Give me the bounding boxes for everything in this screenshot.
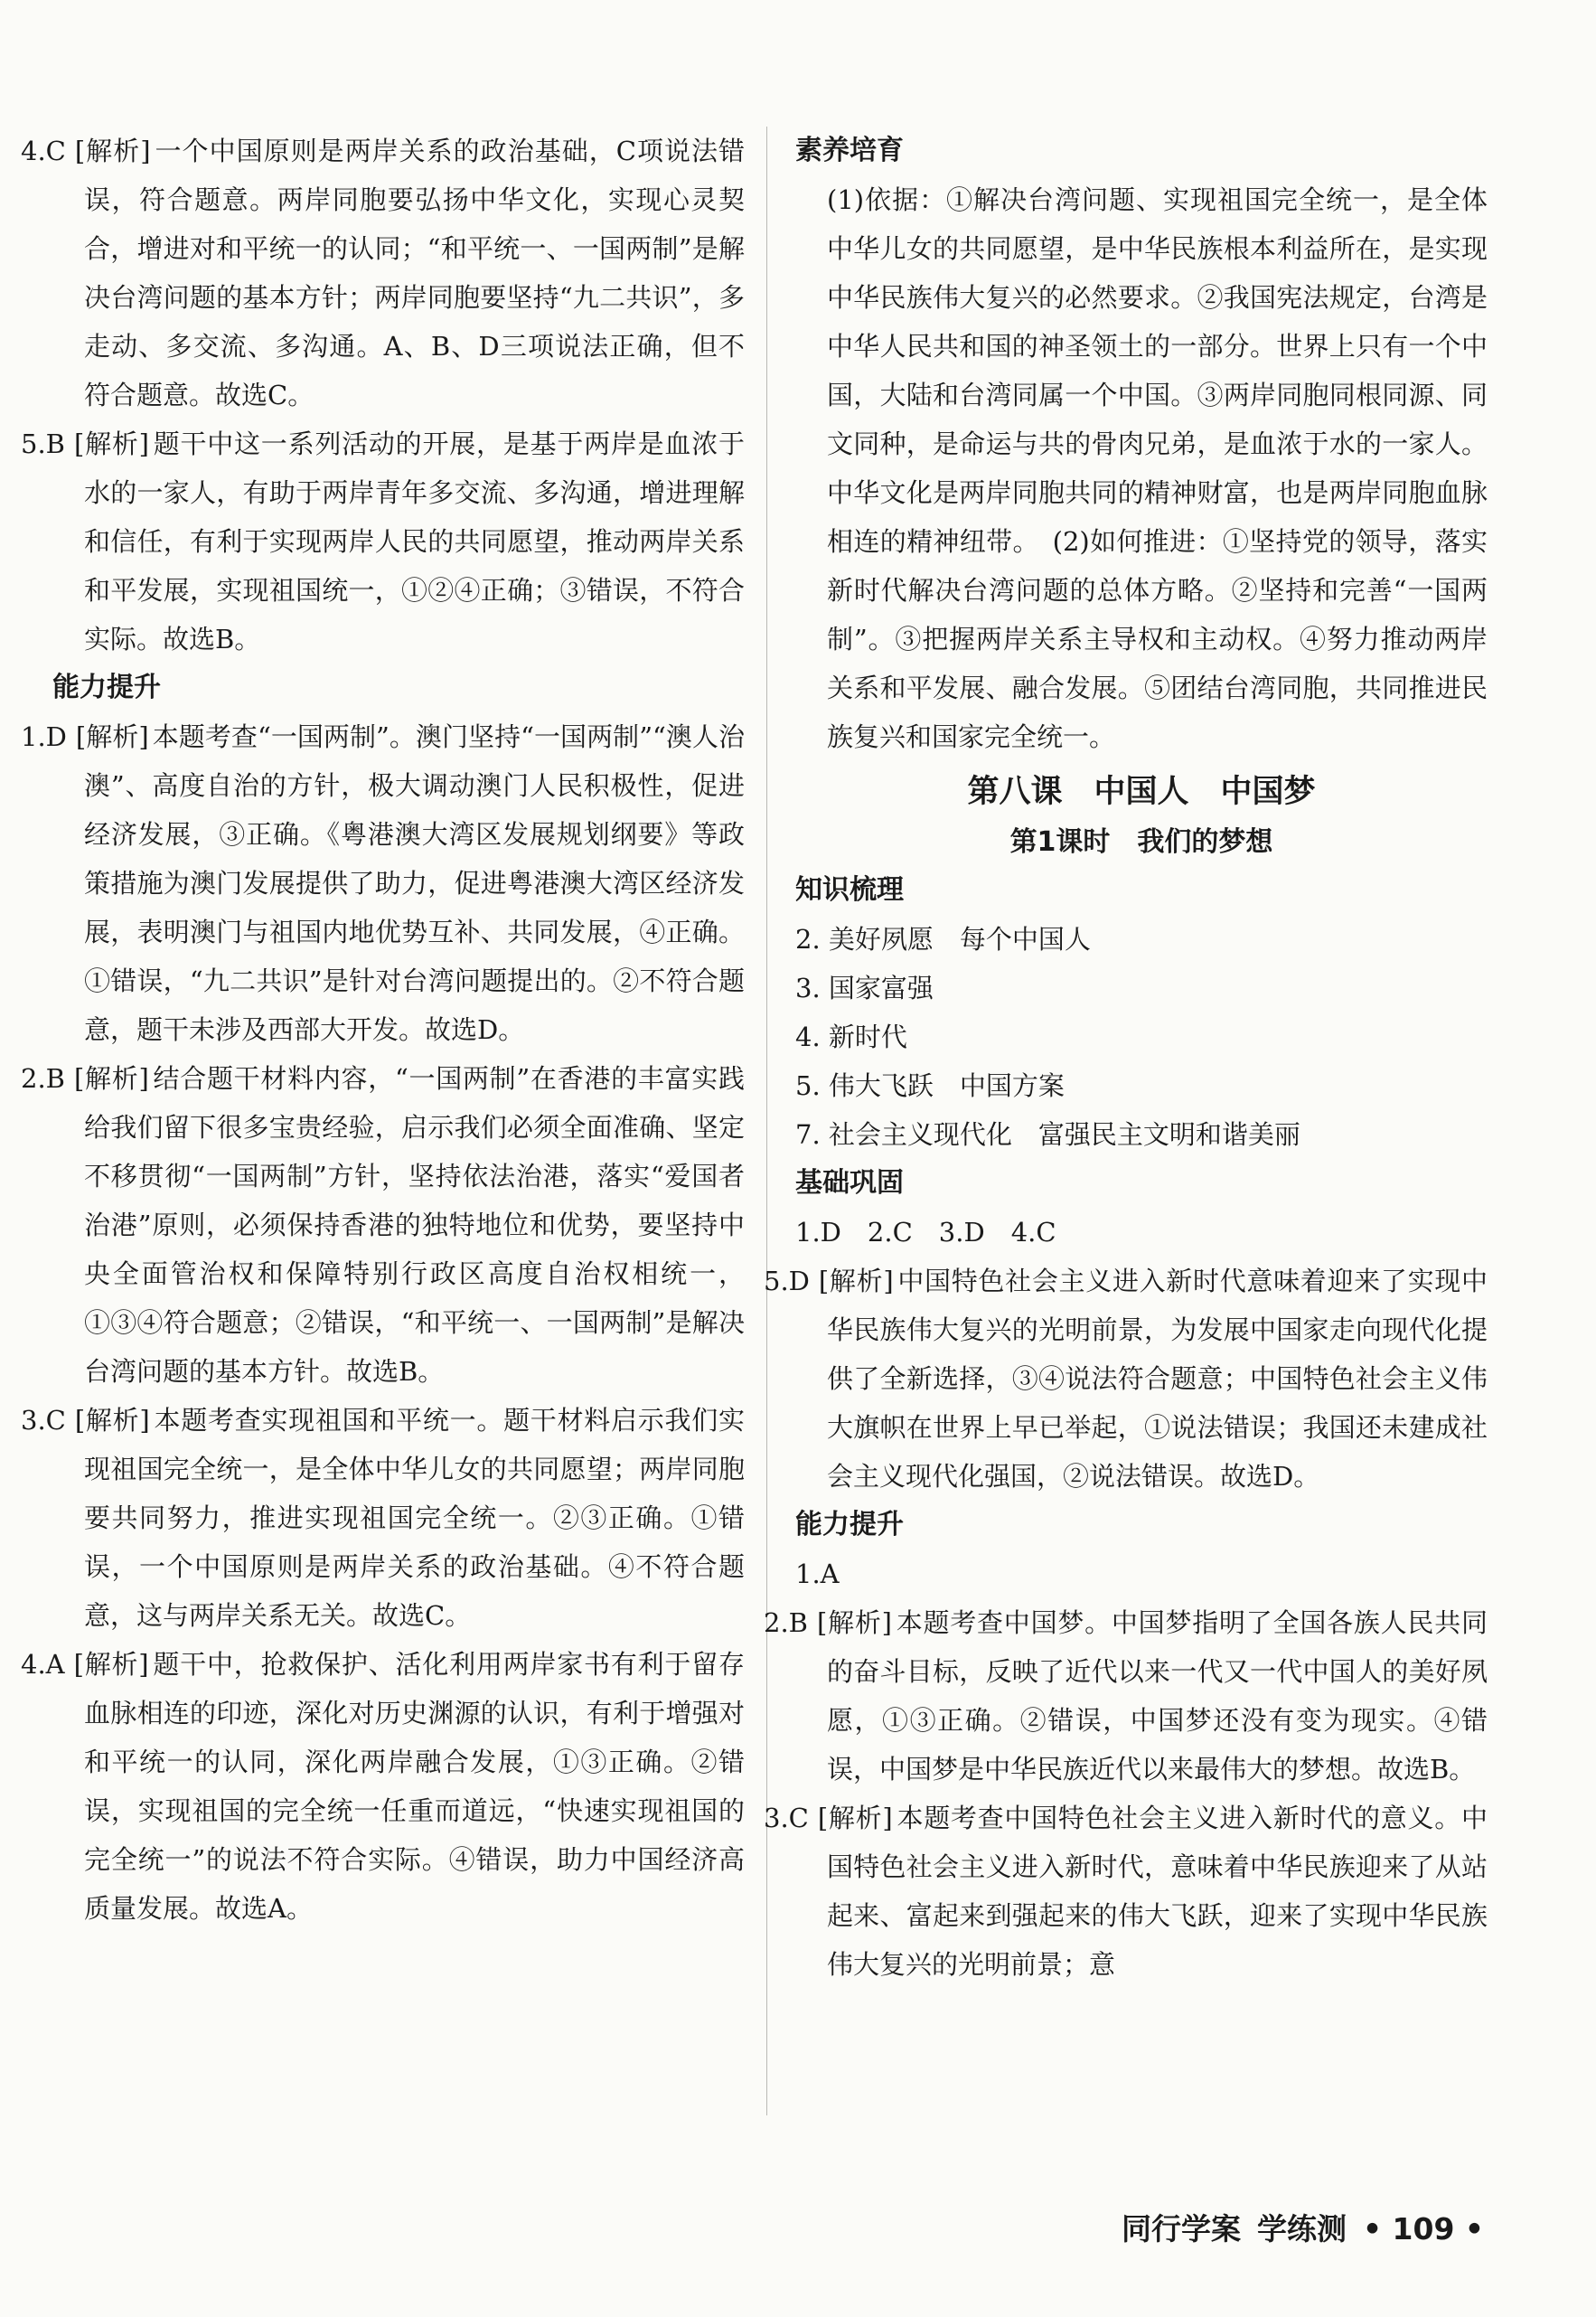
answer-item: 4.A [解析] 题干中，抢救保护、活化利用两岸家书有利于留存血脉相连的印迹，深化对历史渊源的认识，有利于增强对和平统一的认同，深化两岸融合发展，①③正确。②错误，实现祖国的完全统一任重而道远，“快速实现祖国的完全统一”的说法不符合实际。④错误，助力中国经济高质量发展。故选A。 [21, 1649, 745, 1924]
section-heading: 基础巩固 [795, 1167, 904, 1199]
page-footer [1105, 2206, 1484, 2248]
footer-series: 学练测 [1256, 2211, 1347, 2246]
literacy-answer: (1)依据：①解决台湾问题、实现祖国完全统一，是全体中华儿女的共同愿望，是中华民族根本利益所在，是实现中华民族伟大复兴的必然要求。②我国宪法规定，台湾是中华人民共和国的神圣领土的一部分。世界上只有一个中国，大陆和台湾同属一个中国。③两岸同胞同根同源、同文同种，是命运与共的骨肉兄弟，是血浓于水的一家人。中华文化是两岸同胞共同的精神财富，也是两岸同胞血脉相连的精神纽带。 (2)如何推进：①坚持党的领导，落实新时代解决台湾问题的总体方略。②坚持和完善“一国两制”。③把握两岸关系主导权和主动权。④努力推动两岸关系和平发展、融合发展。⑤团结台湾同胞，共同推进民族复兴和国家完全统一。 [827, 184, 1488, 752]
lesson-subtitle: 第1课时 我们的梦想 [1009, 826, 1273, 858]
answer-item: 2.B [解析] 结合题干材料内容，“一国两制”在香港的丰富实践给我们留下很多宝贵经验，启示我们必须全面准确、坚定不移贯彻“一国两制”方针，坚持依法治港，落实“爱国者治港”原则，必须保持香港的独特地位和优势，要坚持中央全面管治权和保障特别行政区高度自治权相统一，①③④符合题意；②错误，“和平统一、一国两制”是解决台湾问题的基本方针。故选B。 [21, 1063, 745, 1387]
answer-item: 3.C [解析] 本题考查中国特色社会主义进入新时代的意义。中国特色社会主义进入新时代，意味着中华民族迎来了从站起来、富起来到强起来的伟大飞跃，迎来了实现中华民族伟大复兴的光明前景；意 [764, 1803, 1488, 1980]
knowledge-item: 2. 美好夙愿 每个中国人 [795, 924, 1091, 955]
knowledge-item: 7. 社会主义现代化 富强民主文明和谐美丽 [795, 1119, 1300, 1150]
knowledge-item: 3. 国家富强 [795, 973, 934, 1003]
answer-line: 1.A [795, 1559, 840, 1589]
right-column [764, 127, 1488, 1989]
answer-item: 2.B [解析] 本题考查中国梦。中国梦指明了全国各族人民共同的奋斗目标，反映了近代以来一代又一代中国人的美好夙愿，①③正确。②错误，中国梦还没有变为现实。④错误，中国梦是中华民族近代以来最伟大的梦想。故选B。 [764, 1607, 1488, 1785]
answer-item: 4.C [解析] 一个中国原则是两岸关系的政治基础，C项说法错误，符合题意。两岸同胞要弘扬中华文化，实现心灵契合，增进对和平统一的认同；“和平统一、一国两制”是解决台湾问题的基本方针；两岸同胞要坚持“九二共识”，多走动、多交流、多沟通。A、B、D三项说法正确，但不符合题意。故选C。 [21, 136, 745, 410]
section-heading: 素养培育 [795, 135, 904, 166]
section-heading: 能力提升 [795, 1509, 904, 1540]
page-number: • 109 • [1362, 2211, 1484, 2246]
footer-brand: 同行学案 [1121, 2211, 1241, 2246]
section-heading: 知识梳理 [795, 874, 904, 906]
answer-line: 1.D 2.C 3.D 4.C [795, 1217, 1056, 1248]
section-heading: 能力提升 [52, 672, 161, 703]
knowledge-item: 4. 新时代 [795, 1022, 907, 1052]
answer-item: 3.C [解析] 本题考查实现祖国和平统一。题干材料启示我们实现祖国完全统一，是全体中华儿女的共同愿望；两岸同胞要共同努力，推进实现祖国完全统一。②③正确。①错误，一个中国原则是两岸关系的政治基础。④不符合题意，这与两岸关系无关。故选C。 [21, 1405, 745, 1631]
answer-item: 5.D [解析] 中国特色社会主义进入新时代意味着迎来了实现中华民族伟大复兴的光明前景，为发展中国家走向现代化提供了全新选择，③④说法符合题意；中国特色社会主义伟大旗帜在世界上早已举起，①说法错误；我国还未建成社会主义现代化强国，②说法错误。故选D。 [764, 1266, 1488, 1492]
answer-item: 1.D [解析] 本题考查“一国两制”。澳门坚持“一国两制”“澳人治澳”、高度自治的方针，极大调动澳门人民积极性，促进经济发展，③正确。《粤港澳大湾区发展规划纲要》等政策措施为澳门发展提供了助力，促进粤港澳大湾区经济发展，表明澳门与祖国内地优势互补、共同发展，④正确。①错误，“九二共识”是针对台湾问题提出的。②不符合题意，题干未涉及西部大开发。故选D。 [21, 721, 745, 1045]
lesson-title: 第八课 中国人 中国梦 [967, 774, 1316, 810]
knowledge-item: 5. 伟大飞跃 中国方案 [795, 1070, 1065, 1101]
left-column [21, 127, 745, 1933]
answer-item: 5.B [解析] 题干中这一系列活动的开展，是基于两岸是血浓于水的一家人，有助于两岸青年多交流、多沟通，增进理解和信任，有利于实现两岸人民的共同愿望，推动两岸关系和平发展，实现祖国统一，①②④正确；③错误，不符合实际。故选B。 [21, 429, 745, 655]
